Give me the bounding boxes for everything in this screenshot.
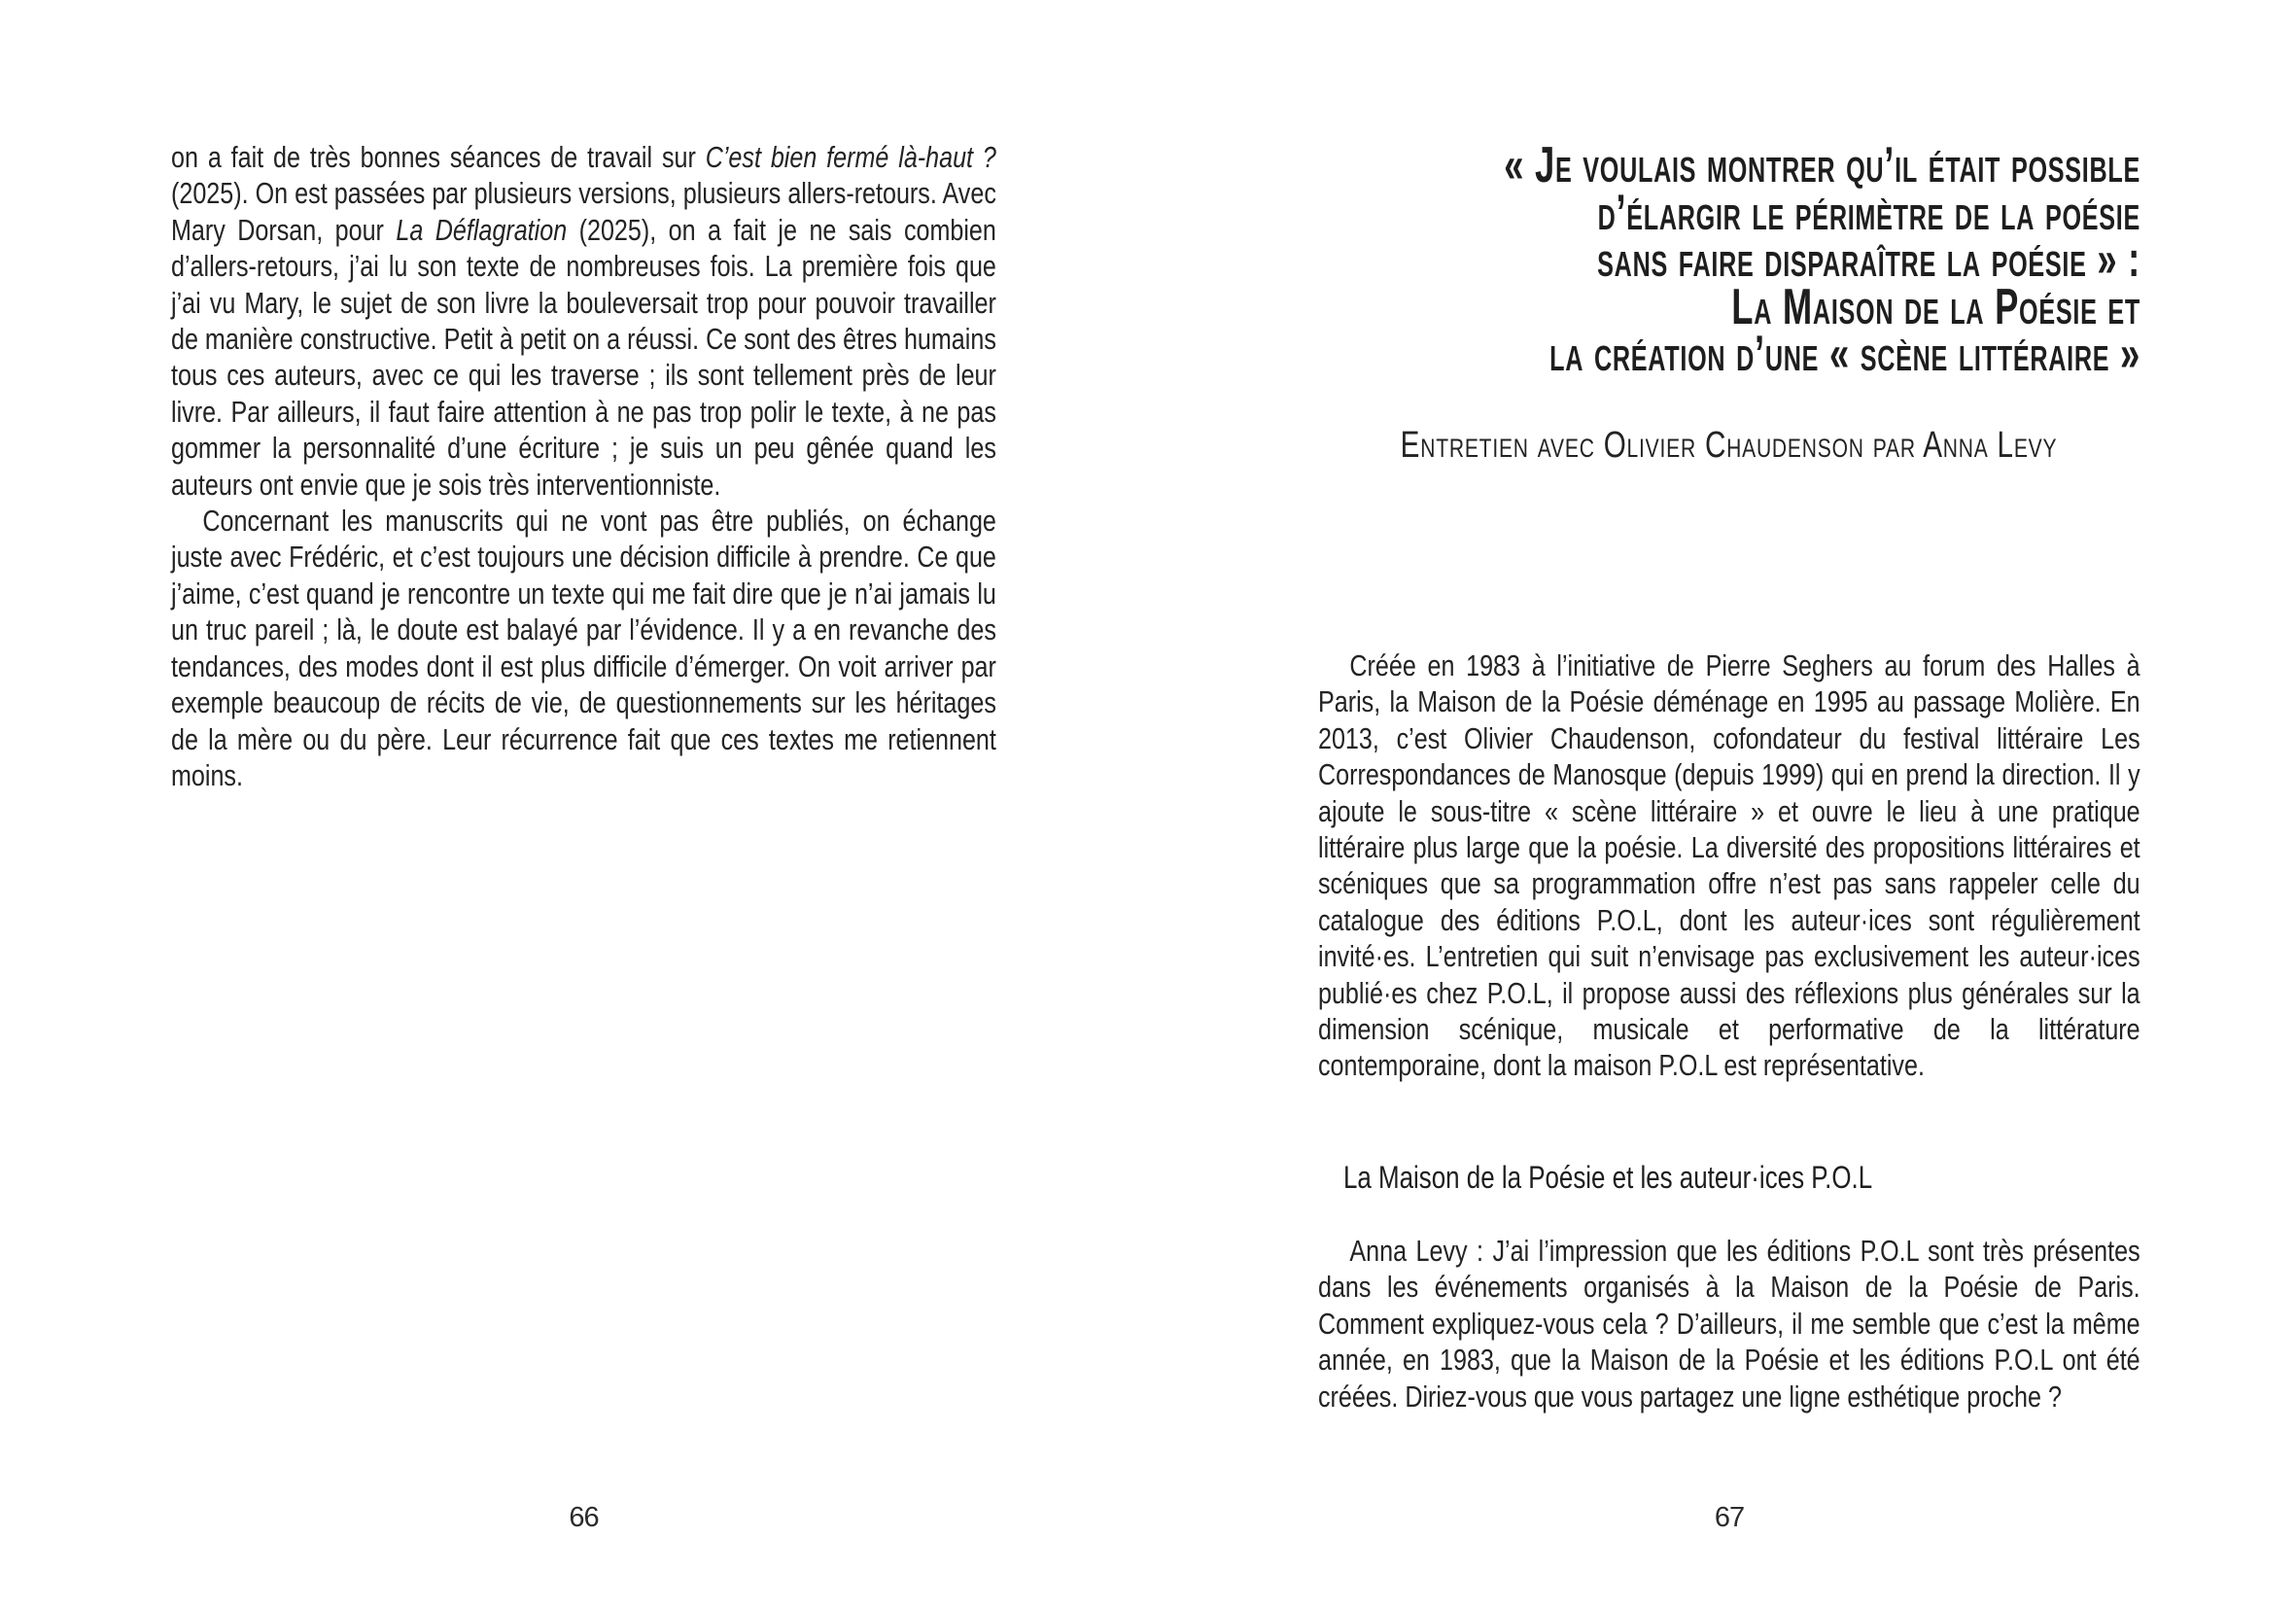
title-line: d’élargir le périmètre de la poésie <box>1597 184 2140 241</box>
intro-paragraph: Créée en 1983 à l’initiative de Pierre Seghers au forum des Halles à Paris, la Maison de la Poésie déménage en 1995 au passage Molière. En 2013, c’est Olivier Chaudenson, cofondateur du festival littéraire Les Correspondances de Manosque (depuis 1999) qui en prend la direction. Il y ajoute le sous-titre « scène littéraire » et ouvre le lieu à une pratique littéraire plus large que la poésie. La diversité des propositions littéraires et scéniques que sa programmation offre n’est pas sans rappeler celle du catalogue des éditions P.O.L, dont les auteur·ices sont régulièrement invité·es. L’entretien qui suit n’envisage pas exclusivement les auteur·ices publié·es chez P.O.L, il propose aussi des réflexions plus générales sur la dimension scénique, musicale et performative de la littérature contemporaine, dont la maison P.O.L est représentative. <box>1318 648 2140 1083</box>
page-number-left: 66 <box>569 1502 599 1533</box>
qa-paragraph <box>1318 1233 2140 1415</box>
article-title <box>1318 137 2140 382</box>
title-line: sans faire disparaître la poésie » : <box>1597 231 2140 288</box>
body-paragraph: on a fait de très bonnes séances de travail sur C’est bien fermé là-haut ? (2025). On est passées par plusieurs versions, plusieurs allers-retours. Avec Mary Dorsan, pour La Déflagration (2025), on a fait je ne sais combien d’allers-retours, j’ai lu son texte de nombreuses fois. La première fois que j’ai vu Mary, le sujet de son livre la bouleversait trop pour pouvoir travailler de manière constructive. Petit à petit on a réussi. Ce sont des êtres humains tous ces auteurs, avec ce qui les traverse ; ils sont tellement près de leur livre. Par ailleurs, il faut faire attention à ne pas trop polir le texte, à ne pas gommer la personnalité d’une écriture ; je suis un peu gênée quand les auteurs ont envie que je sois très interventionniste. <box>171 140 996 502</box>
speaker-separator: : <box>1467 1234 1493 1268</box>
page-number-right: 67 <box>1714 1502 1745 1533</box>
intro-text-column <box>1318 647 2140 1084</box>
section-heading: La Maison de la Poésie et les auteur·ices P.O.L <box>1343 1160 1873 1195</box>
body-paragraph: Concernant les manuscrits qui ne vont pas être publiés, on échange juste avec Frédéric, et c’est toujours une décision difficile à prendre. Ce que j’aime, c’est quand je rencontre un texte qui me fait dire que je n’ai jamais lu un truc pareil ; là, le doute est balayé par l’évidence. Il y a en revanche des tendances, des modes dont il est plus difficile d’émerger. On voit arriver par exemple beaucoup de récits de vie, de questionnements sur les héritages de la mère ou du père. Leur récurrence fait que ces textes me retiennent moins. <box>171 504 996 792</box>
speaker-name: Anna Levy <box>1349 1234 1468 1268</box>
qa-text-column <box>1318 1233 2140 1415</box>
title-line: « Je voulais montrer qu’il était possible <box>1504 137 2140 193</box>
question-text: J’ai l’impression que les éditions P.O.L sont très présentes dans les événements organisés à la Maison de la Poésie de Paris. Comment expliquez-vous cela ? D’ailleurs, il me semble que c’est la même année, en 1983, que la Maison de la Poésie et les éditions P.O.L ont été créées. Diriez-vous que vous partagez une ligne esthétique proche ? <box>1318 1234 2140 1414</box>
title-line: La Maison de la Poésie et <box>1731 278 2140 335</box>
title-line: la création d’une « scène littéraire » <box>1549 326 2140 382</box>
left-page-text-column <box>171 139 996 793</box>
byline: Entretien avec Olivier Chaudenson par Anna Levy <box>1400 425 2058 466</box>
